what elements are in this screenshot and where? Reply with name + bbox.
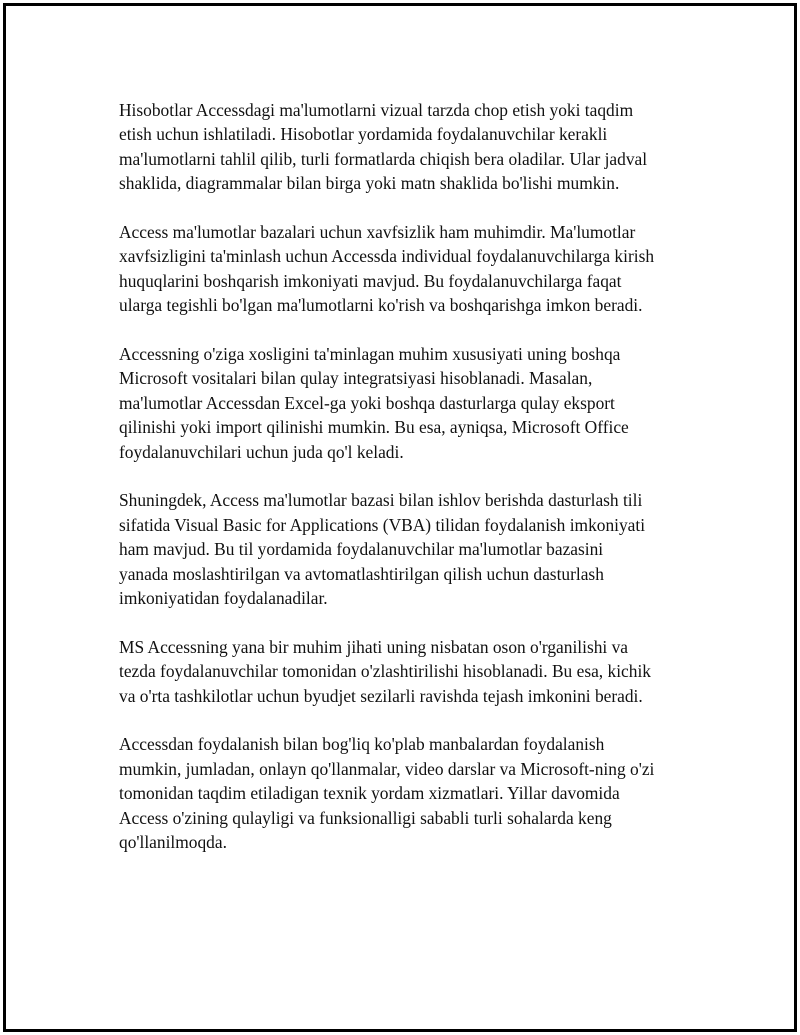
text-line: tomonidan taqdim etiladigan texnik yordam xizmatlari. Yillar davomida [119,783,620,804]
text-line: va o'rta tashkilotlar uchun byudjet sezilarli ravishda tejash imkonini beradi. [119,685,643,706]
paragraph-vba [119,488,699,610]
text-line: yanada moslashtirilgan va avtomatlashtirilgan qilish uchun dasturlash [119,563,604,584]
document-body [119,98,699,879]
text-line: ma'lumotlarni tahlil qilib, turli formatlarda chiqish bera oladilar. Ular jadval [119,148,648,169]
text-line: mumkin, jumladan, onlayn qo'llanmalar, video darslar va Microsoft-ning o'zi [119,758,655,779]
text-line: huquqlarini boshqarish imkoniyati mavjud. Bu foydalanuvchilarga faqat [119,270,622,291]
paragraph-security [119,220,699,318]
paragraph-reports [119,98,699,196]
text-line: Access o'zining qulayligi va funksionalligi sababli turli sohalarda keng [119,807,612,828]
text-line: sifatida Visual Basic for Applications (VBA) tilidan foydalanish imkoniyati [119,514,646,535]
text-line: qilinishi yoki import qilinishi mumkin. Bu esa, ayniqsa, Microsoft Office [119,417,629,438]
text-line: qo'llanilmoqda. [119,832,227,853]
text-line: MS Accessning yana bir muhim jihati uning nisbatan oson o'rganilishi va [119,636,629,657]
text-line: foydalanuvchilari uchun juda qo'l keladi. [119,441,404,462]
text-line: shaklida, diagrammalar bilan birga yoki matn shaklida bo'lishi mumkin. [119,173,620,194]
text-line: ham mavjud. Bu til yordamida foydalanuvchilar ma'lumotlar bazasini [119,539,604,560]
text-line: ularga tegishli bo'lgan ma'lumotlarni ko'rish va boshqarishga imkon beradi. [119,295,643,316]
text-line: Microsoft vositalari bilan qulay integratsiyasi hisoblanadi. Masalan, [119,368,593,389]
text-line: Shuningdek, Access ma'lumotlar bazasi bilan ishlov berishda dasturlash tili [119,490,643,511]
text-line: Hisobotlar Accessdagi ma'lumotlarni vizual tarzda chop etish yoki taqdim [119,100,634,120]
text-line: xavfsizligini ta'minlash uchun Accessda individual foydalanuvchilarga kirish [119,246,655,267]
text-line: Access ma'lumotlar bazalari uchun xavfsizlik ham muhimdir. Ma'lumotlar [119,222,636,243]
page-border-frame [3,3,797,1032]
paragraph-resources [119,732,699,854]
text-line: ma'lumotlar Accessdan Excel-ga yoki boshqa dasturlarga qulay eksport [119,392,615,413]
paragraph-integration [119,342,699,464]
text-line: tezda foydalanuvchilar tomonidan o'zlashtirilishi hisoblanadi. Bu esa, kichik [119,661,651,682]
text-line: imkoniyatidan foydalanadilar. [119,588,328,609]
text-line: etish uchun ishlatiladi. Hisobotlar yordamida foydalanuvchilar kerakli [119,124,608,145]
text-line: Accessning o'ziga xosligini ta'minlagan muhim xususiyati uning boshqa [119,344,621,365]
text-line: Accessdan foydalanish bilan bog'liq ko'plab manbalardan foydalanish [119,734,605,755]
paragraph-learning [119,635,699,708]
